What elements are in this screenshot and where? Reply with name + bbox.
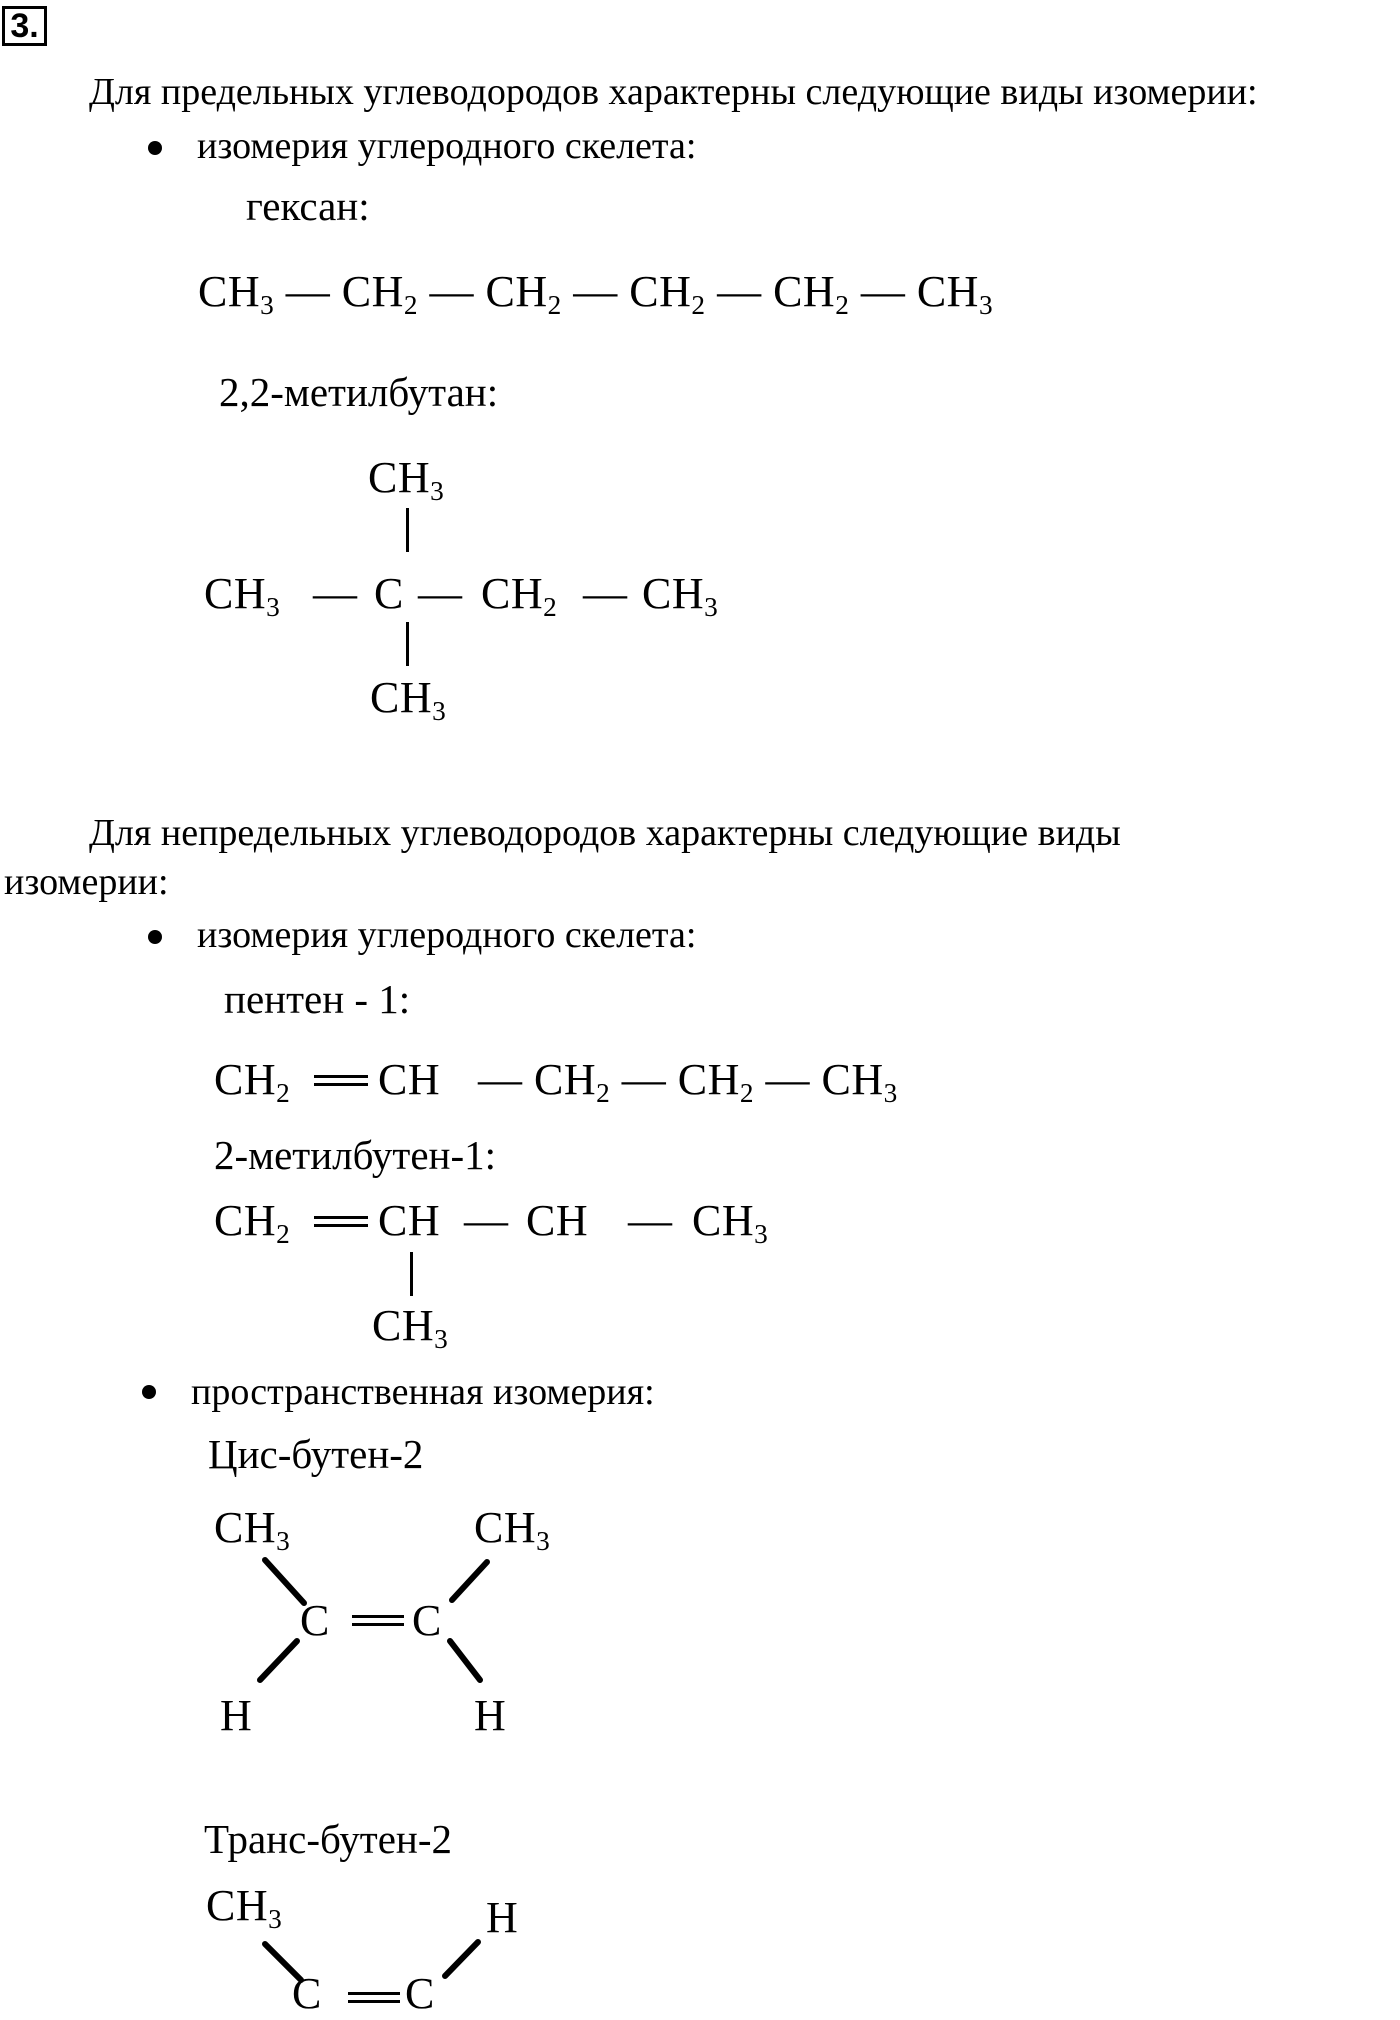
subscript-digit: 3 xyxy=(266,592,281,623)
methylbutane-right-group-2: $CH_3$ xyxy=(642,569,719,623)
double-bond xyxy=(348,1992,400,2003)
unsaturated-intro-line-2: изомерии: xyxy=(4,861,169,903)
bond-dash: — xyxy=(628,1196,673,1245)
subscript-digit: 2 xyxy=(691,290,706,321)
subscript-digit: 2 xyxy=(739,1078,755,1109)
pentene-group-1: $CH_2$ xyxy=(214,1055,291,1109)
hexane-group-2: $CH_2$ xyxy=(341,267,419,321)
methylbutane-left-group: $CH_3$ xyxy=(204,569,281,623)
trans-top-left-group: $CH_3$ xyxy=(206,1881,283,1935)
methylbutane-right-group-1: $CH_2$ xyxy=(481,569,558,623)
saturated-bullet-label: изомерия углеродного скелета: xyxy=(197,125,697,167)
hexane-group-4: $CH_2$ xyxy=(629,267,706,321)
methylbutene-group-3: CH xyxy=(526,1196,589,1245)
methylbutene-group-1: $CH_2$ xyxy=(214,1196,291,1250)
cis-bottom-right-atom: H xyxy=(474,1691,507,1740)
bond-dash: — xyxy=(583,569,628,618)
methylbutane-center-atom: C xyxy=(374,569,404,618)
subscript-digit: 3 xyxy=(260,290,275,321)
subscript-digit: 3 xyxy=(883,1078,898,1109)
subscript-digit: 3 xyxy=(430,476,445,507)
methylbutene-branch: $CH_3$ xyxy=(372,1301,449,1355)
unsaturated-intro-line-1: Для непредельных углеводородов характерны следующие виды xyxy=(89,812,1121,854)
double-bond xyxy=(352,1615,404,1626)
subscript-digit: 3 xyxy=(754,1219,769,1250)
hexane-formula: $CH_3$ — $CH_2$ — $CH_2$ — $CH_2$ — $CH_2$ — $CH_3$ xyxy=(198,267,994,321)
problem-number: 3. xyxy=(2,6,47,46)
subscript-digit: 2 xyxy=(276,1078,291,1109)
pentene-group-5: $CH_3$ xyxy=(821,1055,898,1109)
cis-top-right-group: $CH_3$ xyxy=(474,1503,551,1557)
subscript-digit: 2 xyxy=(543,592,558,623)
hexane-group-6: $CH_3$ xyxy=(916,267,994,321)
cis-carbon-2: C xyxy=(412,1596,442,1645)
cis-carbon-1: C xyxy=(300,1596,330,1645)
hexane-name: гексан: xyxy=(246,183,370,229)
trans-top-right-atom: H xyxy=(486,1893,519,1942)
methylbutene-group-2: CH xyxy=(378,1196,441,1245)
trans-name: Транс-бутен-2 xyxy=(204,1816,452,1862)
methylbutene-group-4: $CH_3$ xyxy=(692,1196,769,1250)
bond-dash: — xyxy=(313,569,358,618)
pentene-group-4: $CH_2$ xyxy=(677,1055,755,1109)
bond-dash: — xyxy=(418,569,463,618)
methylbutane-bottom-group: $CH_3$ xyxy=(370,673,447,727)
subscript-digit: 3 xyxy=(704,592,719,623)
subscript-digit: 2 xyxy=(276,1219,291,1250)
pentene-group-3: $CH_2$ xyxy=(534,1055,611,1109)
subscript-digit: 2 xyxy=(403,290,419,321)
subscript-digit: 3 xyxy=(268,1904,283,1935)
methylbutane-name: 2,2-метилбутан: xyxy=(219,369,499,415)
subscript-digit: 3 xyxy=(432,696,447,727)
trans-carbon-1: C xyxy=(292,1969,322,2018)
hexane-group-5: $CH_2$ xyxy=(773,267,850,321)
cis-top-left-group: $CH_3$ xyxy=(214,1503,291,1557)
methylbutene-name: 2-метилбутен-1: xyxy=(214,1132,497,1178)
cis-bottom-left-atom: H xyxy=(220,1691,253,1740)
hexane-group-1: $CH_3$ xyxy=(198,267,275,321)
subscript-digit: 2 xyxy=(547,290,562,321)
methylbutane-top-group: $CH_3$ xyxy=(368,453,445,507)
subscript-digit: 2 xyxy=(596,1078,611,1109)
subscript-digit: 3 xyxy=(276,1526,291,1557)
cis-name: Цис-бутен-2 xyxy=(208,1431,424,1477)
hexane-group-3: $CH_2$ xyxy=(485,267,562,321)
pentene-name: пентен - 1: xyxy=(224,976,411,1022)
subscript-digit: 3 xyxy=(978,290,994,321)
pentene-group-2: CH xyxy=(378,1055,441,1104)
saturated-intro: Для предельных углеводородов характерны следующие виды изомерии: xyxy=(89,71,1258,113)
bond-dash: — xyxy=(464,1196,509,1245)
subscript-digit: 2 xyxy=(835,290,850,321)
unsaturated-bullet-1-label: изомерия углеродного скелета: xyxy=(197,914,697,956)
unsaturated-bullet-2-label: пространственная изомерия: xyxy=(191,1371,655,1413)
subscript-digit: 3 xyxy=(536,1526,551,1557)
subscript-digit: 3 xyxy=(434,1324,449,1355)
pentene-rest: — $CH_2$ — $CH_2$ — $CH_3$ xyxy=(478,1055,898,1109)
trans-carbon-2: C xyxy=(405,1969,435,2018)
